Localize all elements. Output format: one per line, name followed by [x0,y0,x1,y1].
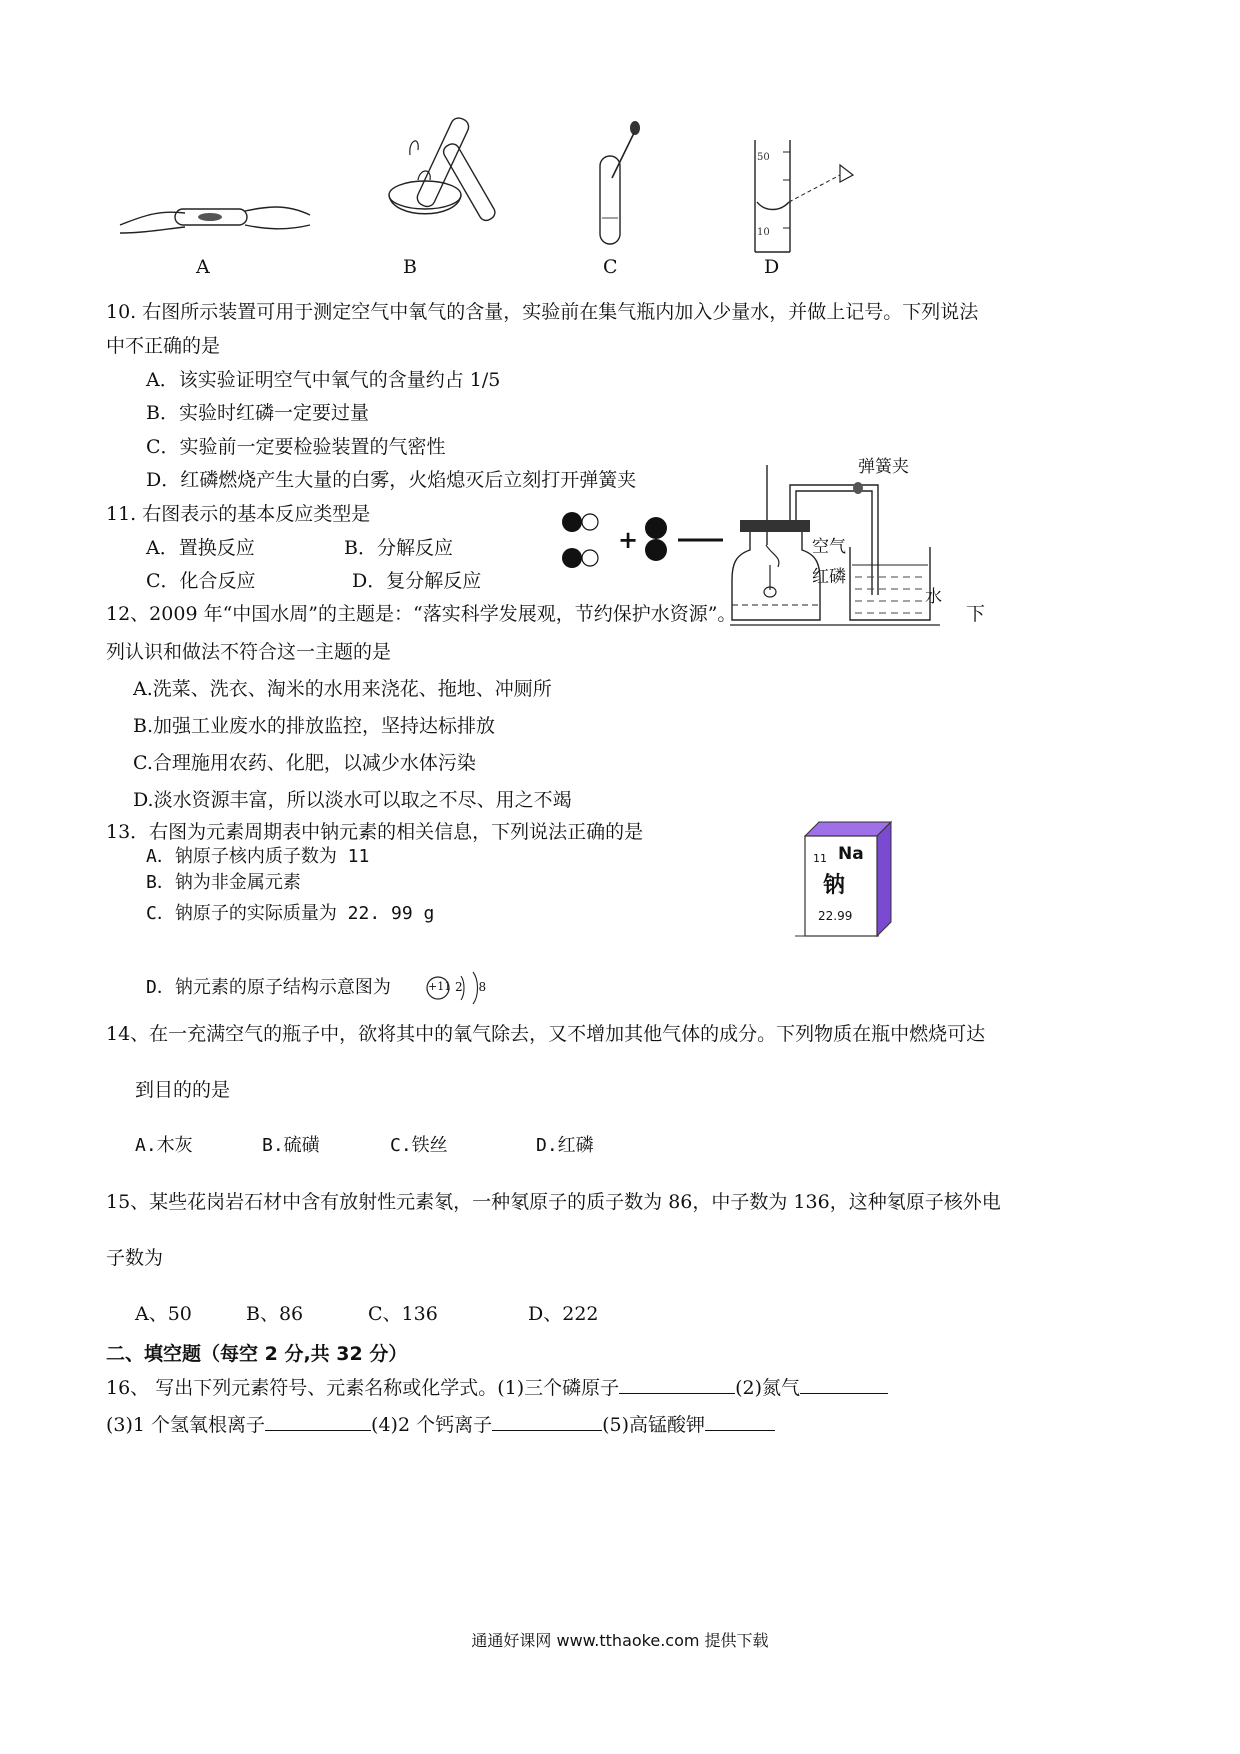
q11-stem: 11. 右图表示的基本反应类型是 [106,503,371,525]
label-water: 水 [925,587,942,607]
q10-option-a: A．该实验证明空气中氧气的含量约占 1/5 [146,369,501,391]
q11-option-d: D．复分解反应 [352,570,482,592]
q13-stem: 13．右图为元素周期表中钠元素的相关信息，下列说法正确的是 [106,821,644,843]
q11-option-b: B．分解反应 [344,537,453,559]
figure-label-d: D [764,256,780,278]
q13-option-a: A．钠原子核内质子数为 11 [146,846,370,867]
q15-stem-line2: 子数为 [106,1247,164,1269]
reaction-molecules-diagram [558,510,728,580]
q16-blank-3[interactable] [265,1412,371,1431]
q14-option-d: D.红磷 [536,1135,594,1156]
q16-part-3: (3)1 个氢氧根离子 [106,1414,266,1436]
q12-option-b: B.加强工业废水的排放监控，坚持达标排放 [133,715,496,737]
card-atomic-number: 11 [813,852,827,865]
q10-option-d: D．红磷燃烧产生大量的白雾，火焰熄灭后立刻打开弹簧夹 [146,469,637,491]
q16-blank-1[interactable] [619,1375,735,1394]
figure-label-c: C [603,256,618,278]
figure-label-a: A [196,256,210,278]
q15-stem-line1: 15、某些花岗岩石材中含有放射性元素氡，一种氡原子的质子数为 86，中子数为 136，这种氡原子核外电 [106,1191,1001,1213]
card-atomic-mass: 22.99 [818,909,853,923]
section-2-heading: 二、填空题（每空 2 分,共 32 分） [106,1343,408,1365]
label-air: 空气 [812,537,846,557]
figure-label-b: B [403,256,417,278]
q12-stem-line2: 列认识和做法不符合这一主题的是 [106,641,392,663]
q16-line2 [106,1412,775,1437]
q10-stem-line2: 中不正确的是 [106,335,221,357]
atom-shells: 2 8 [455,980,493,994]
q16-part-2: (2)氮气 [735,1377,801,1399]
q11-option-c: C．化合反应 [146,570,256,592]
cylinder-mark-10: 10 [757,227,770,238]
q14-stem-line2: 到目的的是 [135,1079,231,1101]
q15-option-a: A、50 [135,1303,192,1325]
svg-text:+: + [618,525,639,554]
q15-option-b: B、86 [246,1303,304,1325]
q10-option-c: C．实验前一定要检验装置的气密性 [146,436,446,458]
q13-option-b: B．钠为非金属元素 [146,872,301,893]
q14-option-c: C.铁丝 [390,1135,448,1156]
q16-stem: 16、 写出下列元素符号、元素名称或化学式。(1)三个磷原子 [106,1377,620,1399]
q12-stem-line1: 12、2009 年“中国水周”的主题是：“落实科学发展观，节约保护水资源”。 [106,603,737,625]
q16-blank-4[interactable] [492,1412,602,1431]
q13-option-d: D．钠元素的原子结构示意图为 [146,977,391,998]
q16-line1 [106,1375,888,1400]
q10-stem-line1: 10. 右图所示装置可用于测定空气中氧气的含量，实验前在集气瓶内加入少量水，并做上记号。下列说法 [106,301,979,323]
card-element-name: 钠 [823,872,846,898]
page-footer: 通通好课网 www.tthaoke.com 提供下载 [471,1631,769,1650]
q15-option-c: C、136 [368,1303,438,1325]
figure-b-alcohol-lamp [380,120,520,260]
figure-a-hands-tube [115,185,315,255]
q16-blank-2[interactable] [800,1375,888,1394]
q12-option-a: A.洗菜、洗衣、淘米的水用来浇花、拖地、冲厕所 [133,678,552,700]
label-spring-clip: 弹簧夹 [858,457,909,477]
q14-option-a: A.木灰 [135,1135,193,1156]
q16-part-4: (4)2 个钙离子 [371,1414,493,1436]
q12-option-d: D.淡水资源丰富，所以淡水可以取之不尽、用之不竭 [133,789,572,811]
q15-option-d: D、222 [528,1303,599,1325]
q13-option-c: C．钠原子的实际质量为 22. 99 g [146,903,435,924]
q10-option-b: B．实验时红磷一定要过量 [146,402,369,424]
figure-c-dropper-tube [590,118,650,248]
q14-stem-line1: 14、在一充满空气的瓶子中，欲将其中的氧气除去，又不增加其他气体的成分。下列物质在瓶中燃烧可达 [106,1023,986,1045]
atom-nucleus-charge: +11 [428,980,452,993]
label-red-phosphorus: 红磷 [812,567,846,587]
q11-option-a: A．置换反应 [146,537,255,559]
q12-stem-tail: 下 [966,603,986,625]
q16-blank-5[interactable] [705,1412,775,1431]
card-symbol: Na [838,844,864,864]
q14-option-b: B.硫磺 [262,1135,320,1156]
figure-d-graduated-cylinder [745,140,865,255]
cylinder-mark-50: 50 [757,152,770,163]
q16-part-5: (5)高锰酸钾 [602,1414,706,1436]
q12-option-c: C.合理施用农药、化肥，以减少水体污染 [133,752,476,774]
